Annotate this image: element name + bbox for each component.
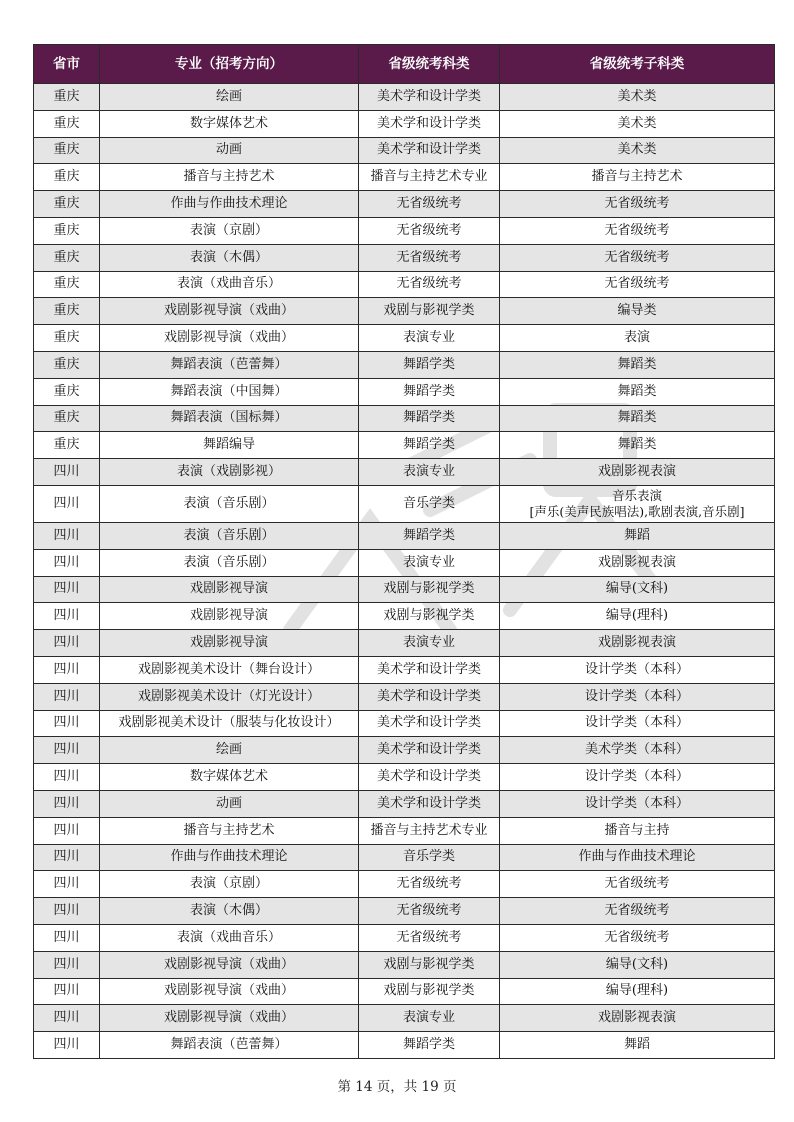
cell-province: 四川 [34,898,100,925]
cell-province: 重庆 [34,271,100,298]
cell-major: 舞蹈表演（芭蕾舞） [100,1032,359,1059]
cell-major: 戏剧影视导演（戏曲） [100,325,359,352]
cell-major: 动画 [100,137,359,164]
table-row [34,683,775,710]
cell-exam-subcategory: 舞蹈类 [500,351,775,378]
cell-exam-subcategory: 舞蹈 [500,1032,775,1059]
cell-province: 重庆 [34,378,100,405]
cell-exam-subcategory: 舞蹈类 [500,378,775,405]
cell-major: 舞蹈表演（国标舞） [100,405,359,432]
table-row [34,351,775,378]
table-row [34,898,775,925]
table-row [34,656,775,683]
cell-major: 绘画 [100,737,359,764]
cell-major: 表演（京剧） [100,217,359,244]
cell-province: 四川 [34,871,100,898]
cell-province: 重庆 [34,110,100,137]
cell-province: 四川 [34,1032,100,1059]
cell-province: 四川 [34,630,100,657]
cell-exam-category: 戏剧与影视学类 [359,951,500,978]
table-row [34,271,775,298]
page-number: 第 14 页，共 19 页 [337,1079,457,1095]
table-row [34,1005,775,1032]
cell-major: 戏剧影视导演（戏曲） [100,951,359,978]
cell-province: 重庆 [34,137,100,164]
cell-exam-category: 美术学和设计学类 [359,737,500,764]
cell-exam-category: 舞蹈学类 [359,405,500,432]
table-row [34,790,775,817]
cell-exam-category: 无省级统考 [359,191,500,218]
table-row [34,485,775,522]
table-row [34,191,775,218]
cell-major: 表演（戏曲音乐） [100,924,359,951]
cell-exam-subcategory: 设计学类（本科） [500,683,775,710]
cell-major: 戏剧影视导演 [100,630,359,657]
cell-major: 戏剧影视美术设计（服装与化妆设计） [100,710,359,737]
cell-exam-subcategory: 戏剧影视表演 [500,1005,775,1032]
cell-exam-subcategory: 设计学类（本科） [500,790,775,817]
cell-exam-category: 美术学和设计学类 [359,84,500,111]
cell-exam-subcategory: 编导(理科) [500,978,775,1005]
cell-exam-subcategory: 戏剧影视表演 [500,459,775,486]
cell-exam-category: 表演专业 [359,549,500,576]
cell-exam-subcategory: 播音与主持 [500,817,775,844]
cell-exam-category: 播音与主持艺术专业 [359,164,500,191]
cell-exam-category: 无省级统考 [359,217,500,244]
cell-province: 四川 [34,656,100,683]
cell-exam-category: 表演专业 [359,459,500,486]
cell-major: 作曲与作曲技术理论 [100,191,359,218]
table-row [34,110,775,137]
cell-major: 戏剧影视导演（戏曲） [100,978,359,1005]
cell-exam-category: 戏剧与影视学类 [359,576,500,603]
cell-major: 戏剧影视导演 [100,576,359,603]
cell-major: 舞蹈表演（芭蕾舞） [100,351,359,378]
table-row [34,576,775,603]
table-row [34,549,775,576]
cell-province: 四川 [34,817,100,844]
cell-province: 重庆 [34,325,100,352]
cell-exam-subcategory: 美术类 [500,110,775,137]
cell-exam-category: 音乐学类 [359,844,500,871]
cell-exam-subcategory: 编导(文科) [500,576,775,603]
table-row [34,459,775,486]
cell-exam-subcategory: 编导(理科) [500,603,775,630]
table-row [34,432,775,459]
cell-exam-subcategory: 戏剧影视表演 [500,630,775,657]
cell-exam-subcategory: 编导(文科) [500,951,775,978]
cell-exam-subcategory: 作曲与作曲技术理论 [500,844,775,871]
cell-exam-category: 无省级统考 [359,871,500,898]
cell-exam-subcategory: 设计学类（本科） [500,656,775,683]
cell-province: 四川 [34,485,100,522]
cell-province: 重庆 [34,191,100,218]
cell-major: 戏剧影视美术设计（舞台设计） [100,656,359,683]
cell-major: 表演（戏剧影视） [100,459,359,486]
cell-exam-subcategory: 无省级统考 [500,898,775,925]
cell-exam-subcategory: 舞蹈类 [500,405,775,432]
cell-exam-subcategory: 戏剧影视表演 [500,549,775,576]
cell-exam-category: 美术学和设计学类 [359,110,500,137]
cell-province: 四川 [34,683,100,710]
majors-table [33,44,775,1059]
cell-major: 数字媒体艺术 [100,110,359,137]
header-exam-subcategory: 省级统考子科类 [500,45,775,84]
cell-exam-subcategory: 无省级统考 [500,924,775,951]
table-row [34,325,775,352]
cell-exam-subcategory: 舞蹈 [500,522,775,549]
cell-province: 四川 [34,951,100,978]
cell-major: 戏剧影视导演（戏曲） [100,1005,359,1032]
cell-province: 重庆 [34,84,100,111]
cell-exam-subcategory: 无省级统考 [500,191,775,218]
table-row [34,164,775,191]
cell-major: 播音与主持艺术 [100,164,359,191]
cell-major: 绘画 [100,84,359,111]
table-row [34,217,775,244]
cell-major: 戏剧影视美术设计（灯光设计） [100,683,359,710]
cell-major: 数字媒体艺术 [100,764,359,791]
cell-province: 四川 [34,790,100,817]
cell-subcategory-main: 音乐表演 [611,487,662,503]
cell-exam-subcategory [500,485,775,522]
table-row [34,710,775,737]
cell-exam-category: 表演专业 [359,630,500,657]
table-row [34,978,775,1005]
cell-province: 四川 [34,576,100,603]
cell-province: 四川 [34,1005,100,1032]
cell-exam-category: 舞蹈学类 [359,378,500,405]
table-row [34,84,775,111]
cell-exam-category: 美术学和设计学类 [359,790,500,817]
table-row [34,603,775,630]
cell-exam-category: 表演专业 [359,1005,500,1032]
cell-exam-subcategory: 舞蹈类 [500,432,775,459]
cell-province: 四川 [34,737,100,764]
table-row [34,844,775,871]
cell-exam-subcategory: 编导类 [500,298,775,325]
cell-exam-category: 舞蹈学类 [359,1032,500,1059]
cell-major: 表演（京剧） [100,871,359,898]
cell-exam-subcategory: 无省级统考 [500,244,775,271]
cell-exam-category: 美术学和设计学类 [359,656,500,683]
cell-province: 四川 [34,924,100,951]
table-row [34,871,775,898]
cell-exam-category: 戏剧与影视学类 [359,978,500,1005]
table-row [34,522,775,549]
cell-exam-category: 无省级统考 [359,244,500,271]
cell-major: 表演（木偶） [100,898,359,925]
cell-major: 戏剧影视导演（戏曲） [100,298,359,325]
cell-major: 舞蹈表演（中国舞） [100,378,359,405]
cell-exam-category: 无省级统考 [359,898,500,925]
table-row [34,951,775,978]
cell-major: 作曲与作曲技术理论 [100,844,359,871]
cell-province: 四川 [34,710,100,737]
cell-province: 重庆 [34,432,100,459]
cell-exam-category: 播音与主持艺术专业 [359,817,500,844]
table-row [34,1032,775,1059]
table-row [34,924,775,951]
cell-exam-subcategory: 设计学类（本科） [500,710,775,737]
table-row [34,244,775,271]
table-header-row [34,45,775,84]
cell-province: 四川 [34,844,100,871]
cell-exam-subcategory: 播音与主持艺术 [500,164,775,191]
cell-province: 四川 [34,522,100,549]
table-row [34,764,775,791]
cell-exam-category: 舞蹈学类 [359,522,500,549]
table-row [34,298,775,325]
cell-province: 重庆 [34,244,100,271]
cell-exam-category: 舞蹈学类 [359,351,500,378]
cell-exam-category: 美术学和设计学类 [359,764,500,791]
header-major: 专业（招考方向） [100,45,359,84]
table-row [34,137,775,164]
cell-exam-subcategory: 无省级统考 [500,871,775,898]
cell-exam-subcategory: 美术类 [500,84,775,111]
cell-province: 重庆 [34,298,100,325]
cell-exam-subcategory: 设计学类（本科） [500,764,775,791]
cell-province: 四川 [34,764,100,791]
table-row [34,405,775,432]
cell-exam-subcategory: 美术学类（本科） [500,737,775,764]
cell-exam-category: 无省级统考 [359,271,500,298]
cell-province: 重庆 [34,351,100,378]
table-row [34,817,775,844]
cell-exam-subcategory: 表演 [500,325,775,352]
cell-exam-category: 表演专业 [359,325,500,352]
header-exam-category: 省级统考科类 [359,45,500,84]
cell-exam-category: 美术学和设计学类 [359,683,500,710]
cell-exam-category: 美术学和设计学类 [359,710,500,737]
cell-province: 四川 [34,549,100,576]
cell-major: 戏剧影视导演 [100,603,359,630]
cell-major: 播音与主持艺术 [100,817,359,844]
cell-major: 舞蹈编导 [100,432,359,459]
cell-major: 表演（戏曲音乐） [100,271,359,298]
cell-province: 四川 [34,459,100,486]
cell-exam-subcategory: 无省级统考 [500,217,775,244]
cell-province: 重庆 [34,405,100,432]
cell-exam-category: 戏剧与影视学类 [359,603,500,630]
cell-exam-subcategory: 美术类 [500,137,775,164]
cell-exam-category: 无省级统考 [359,924,500,951]
cell-exam-category: 音乐学类 [359,485,500,522]
cell-province: 四川 [34,978,100,1005]
table-row [34,737,775,764]
cell-major: 表演（木偶） [100,244,359,271]
table-row [34,378,775,405]
cell-major: 动画 [100,790,359,817]
cell-exam-category: 戏剧与影视学类 [359,298,500,325]
cell-major: 表演（音乐剧） [100,485,359,522]
cell-province: 重庆 [34,164,100,191]
cell-subcategory-detail: [声乐(美声民族唱法),歌剧表演,音乐剧] [529,503,745,519]
cell-major: 表演（音乐剧） [100,522,359,549]
cell-exam-category: 美术学和设计学类 [359,137,500,164]
cell-exam-category: 舞蹈学类 [359,432,500,459]
cell-major: 表演（音乐剧） [100,549,359,576]
cell-province: 重庆 [34,217,100,244]
cell-exam-subcategory: 无省级统考 [500,271,775,298]
table-row [34,630,775,657]
header-province: 省市 [34,45,100,84]
cell-province: 四川 [34,603,100,630]
